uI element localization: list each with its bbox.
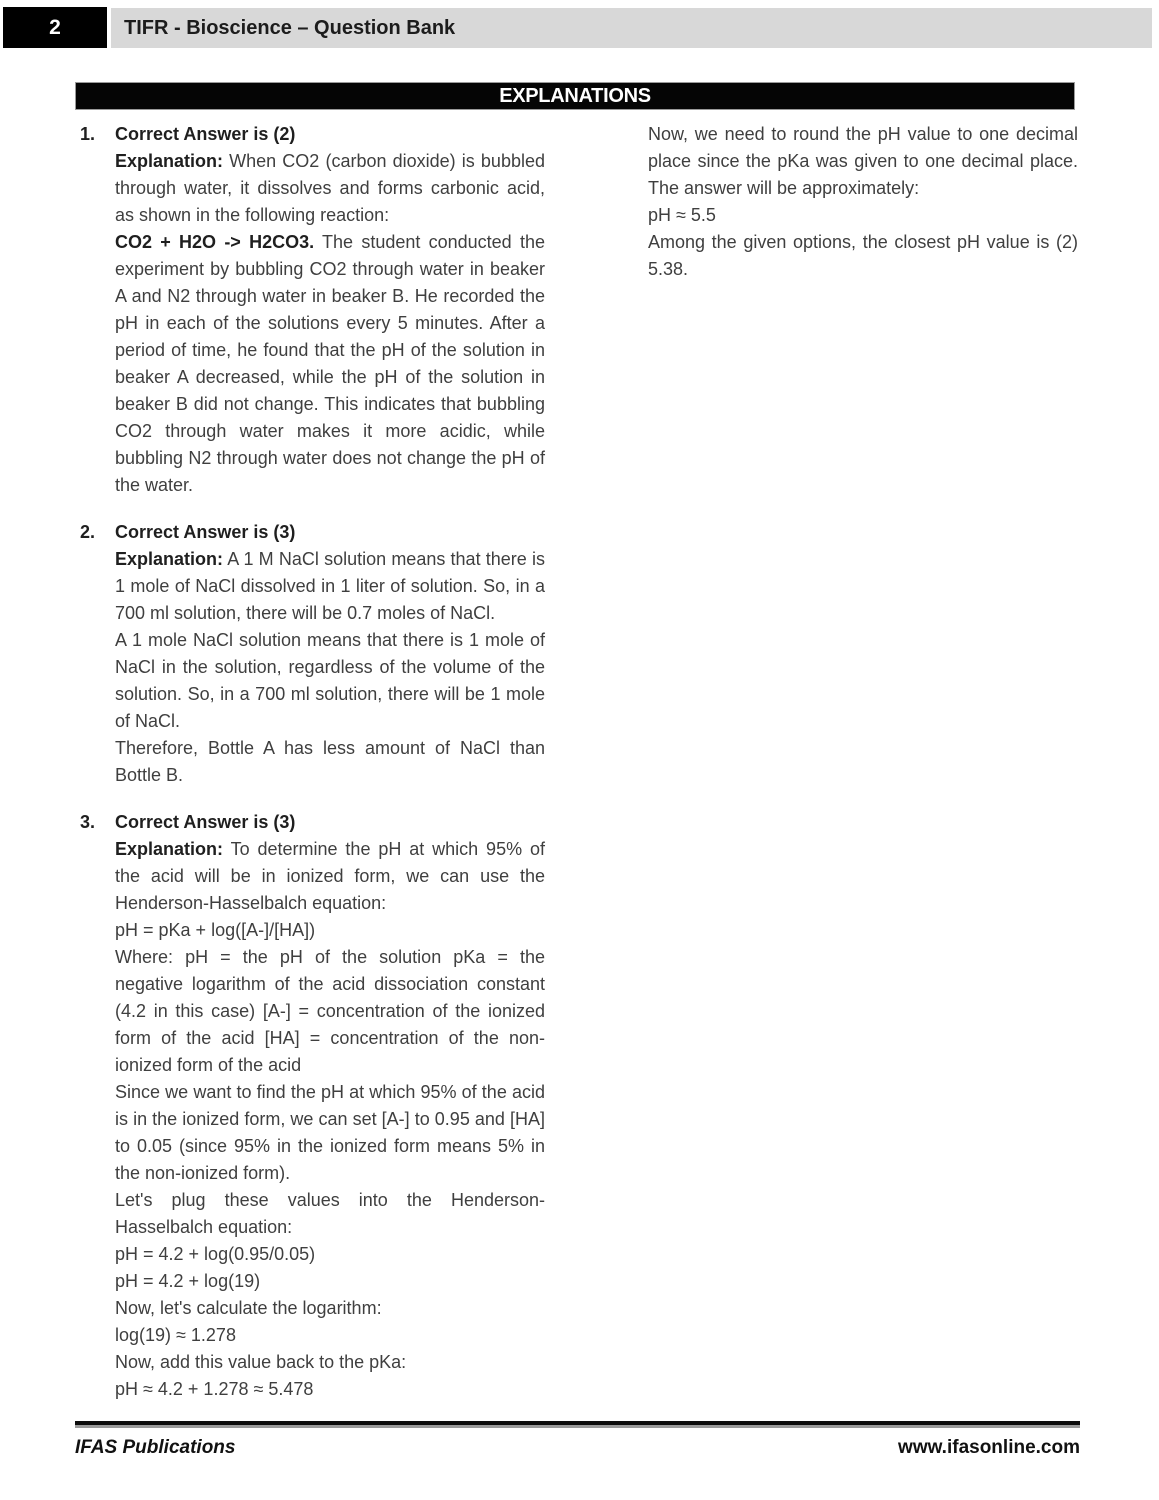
explanation-item [80,519,545,789]
paragraph: Now, let's calculate the logarithm: [115,1298,382,1318]
paragraph: Where: pH = the pH of the solution pKa = the negative logarithm of the acid dissociation constant (4.2 in this case) [A-] = concentration of the ionized form of the acid [HA] = concentration of the non-ionized form of the acid [115,947,545,1075]
explanation-item [80,809,545,1403]
paragraph: CO2 + H2O -> H2CO3. The student conducted the experiment by bubbling CO2 through water in beaker A and N2 through water in beaker B. He recorded the pH in each of the solutions every 5 minutes. After a period of time, he found that the pH of the solution in beaker A decreased, while the pH of the solution in beaker B did not change. This indicates that bubbling CO2 through water makes it more acidic, while bubbling N2 through water does not change the pH of the water. [115,232,545,495]
paragraph-lead: CO2 + H2O -> H2CO3. [115,232,315,252]
item-heading: Correct Answer is (2) [115,124,296,144]
right-column [648,121,1078,303]
paragraph: Let's plug these values into the Henderson-Hasselbalch equation: [115,1190,545,1237]
banner-title: EXPLANATIONS [499,84,651,107]
explanation-item [80,121,545,499]
item-heading: Correct Answer is (3) [115,812,296,832]
paragraph: Therefore, Bottle A has less amount of NaCl than Bottle B. [115,738,545,785]
item-number: 3. [80,812,96,832]
footer-rule-gray [75,1425,1080,1428]
page-footer [75,1421,1080,1459]
item-number: 2. [80,522,96,542]
paragraph: Among the given options, the closest pH value is (2) 5.38. [648,232,1078,279]
item-content [115,519,545,789]
paragraph: Explanation: When CO2 (carbon dioxide) is bubbled through water, it dissolves and forms carbonic acid, as shown in the following reaction: [115,151,545,225]
paragraph: pH ≈ 5.5 [648,205,716,225]
explanations-banner [75,82,1075,110]
item-number: 1. [80,124,96,144]
paragraph-lead: Explanation: [115,839,224,859]
paragraph: log(19) ≈ 1.278 [115,1325,236,1345]
item-content [115,121,545,499]
paragraph: pH = 4.2 + log(19) [115,1271,261,1291]
publisher-name: IFAS Publications [75,1437,236,1458]
paragraph: pH = 4.2 + log(0.95/0.05) [115,1244,316,1264]
paragraph: pH ≈ 4.2 + 1.278 ≈ 5.478 [115,1379,314,1399]
paragraph: Explanation: To determine the pH at which 95% of the acid will be in ionized form, we can use the Henderson-Hasselbalch equation: [115,839,545,913]
page-number-box [3,7,107,48]
paragraph-lead: Explanation: [115,549,224,569]
paragraph: Explanation: A 1 M NaCl solution means that there is 1 mole of NaCl dissolved in 1 liter of solution. So, in a 700 ml solution, there will be 0.7 moles of NaCl. [115,549,545,623]
document-title: TIFR - Bioscience – Question Bank [124,16,456,39]
header-bar [111,8,1152,48]
item-content [648,121,1078,283]
paragraph-lead: Explanation: [115,151,224,171]
paragraph: Now, we need to round the pH value to one decimal place since the pKa was given to one decimal place. The answer will be approximately: [648,124,1078,198]
paragraph: Now, add this value back to the pKa: [115,1352,407,1372]
explanation-item [648,121,1078,283]
paragraph: Since we want to find the pH at which 95% of the acid is in the ionized form, we can set [A-] to 0.95 and [HA] to 0.05 (since 95% in the ionized form means 5% in the non-ionized form). [115,1082,545,1183]
page-number: 2 [49,15,61,39]
left-column [80,121,545,1423]
paragraph: A 1 mole NaCl solution means that there is 1 mole of NaCl in the solution, regardless of the volume of the solution. So, in a 700 ml solution, there will be 1 mole of NaCl. [115,630,545,731]
paragraph: pH = pKa + log([A-]/[HA]) [115,920,316,940]
website-url: www.ifasonline.com [898,1437,1080,1458]
item-content [115,809,545,1403]
item-heading: Correct Answer is (3) [115,522,296,542]
